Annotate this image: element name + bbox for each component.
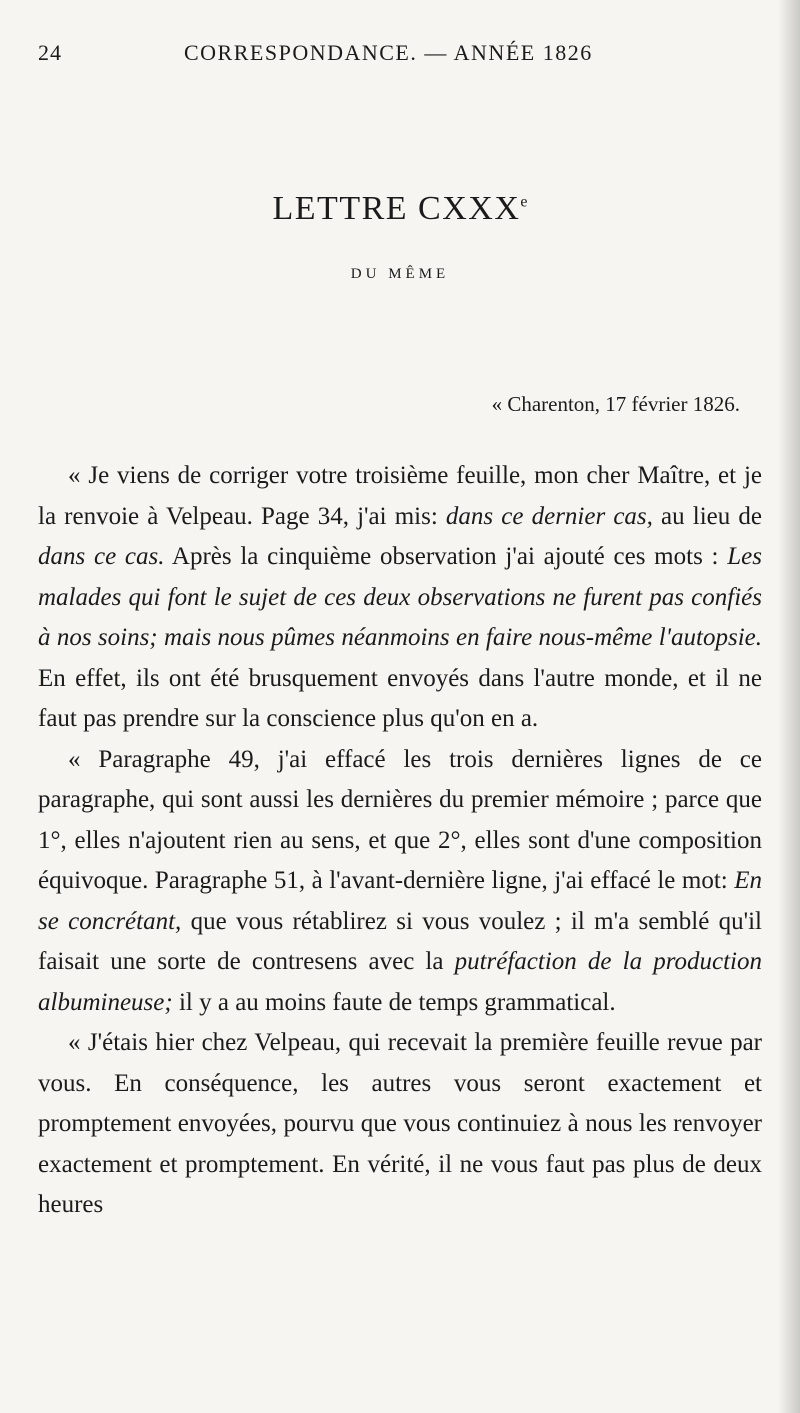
body-paragraph: [38, 740, 762, 1024]
letter-title-text: LETTRE CXXX: [272, 190, 521, 227]
letter-dateline: « Charenton, 17 février 1826.: [491, 392, 740, 416]
page-header: [38, 40, 758, 76]
paragraph-text: il y a au moins faute de temps grammatical.: [172, 988, 616, 1016]
paragraph-text: Après la cinquième observation j'ai ajouté ces mots :: [164, 543, 728, 570]
italic-quote: Les malades qui font le sujet de ces deux observations ne furent pas confiés à nos soins; mais nous pûmes néanmoins en faire nous-même l'autopsie.: [38, 543, 762, 651]
italic-quote: En se concrétant,: [38, 867, 762, 935]
body-paragraph: [38, 1023, 762, 1226]
paragraph-text: En effet, ils ont été brusquement envoyés dans l'autre monde, et il ne faut pas prendre sur la conscience plus qu'on en a.: [38, 664, 762, 732]
letter-subtitle: DU MÊME: [350, 266, 450, 282]
paragraph-text: « Je viens de corriger votre troisième feuille, mon cher Maître, et je la renvoie à Velpeau. Page 34, j'ai mis:: [38, 462, 762, 530]
page-edge-shadow: [778, 0, 800, 1413]
paragraph-text: au lieu de: [652, 502, 762, 530]
paragraph-text: « J'étais hier chez Velpeau, qui recevait la première feuille revue par vous. En conséquence, les autres vous seront exactement et promptement envoyées, pourvu que vous continuiez à nous les renvoyer exactement et promptement. En vérité, il ne vous faut pas plus de deux heures: [38, 1029, 762, 1218]
body-paragraph: [38, 456, 762, 740]
letter-title: [0, 190, 800, 228]
italic-quote: dans ce dernier cas,: [445, 502, 653, 530]
italic-quote: putréfaction de la production albumineuse;: [38, 948, 762, 1016]
paragraph-text: « Paragraphe 49, j'ai effacé les trois dernières lignes de ce paragraphe, qui sont aussi les dernières du premier mémoire ; parce que 1°, elles n'ajoutent rien au sens, et que 2°, elles sont d'une composition équivoque. Paragraphe 51, à l'avant-dernière ligne, j'ai effacé le mot:: [38, 745, 762, 894]
italic-quote: dans ce cas.: [38, 543, 165, 570]
paragraph-text: que vous rétablirez si vous voulez ; il m'a semblé qu'il faisait une sorte de contresens avec la: [38, 907, 762, 975]
letter-title-suffix: e: [520, 193, 528, 211]
page-number: 24: [38, 40, 62, 65]
letter-body: [38, 456, 762, 1226]
running-title: CORRESPONDANCE. — ANNÉE 1826: [184, 40, 593, 65]
